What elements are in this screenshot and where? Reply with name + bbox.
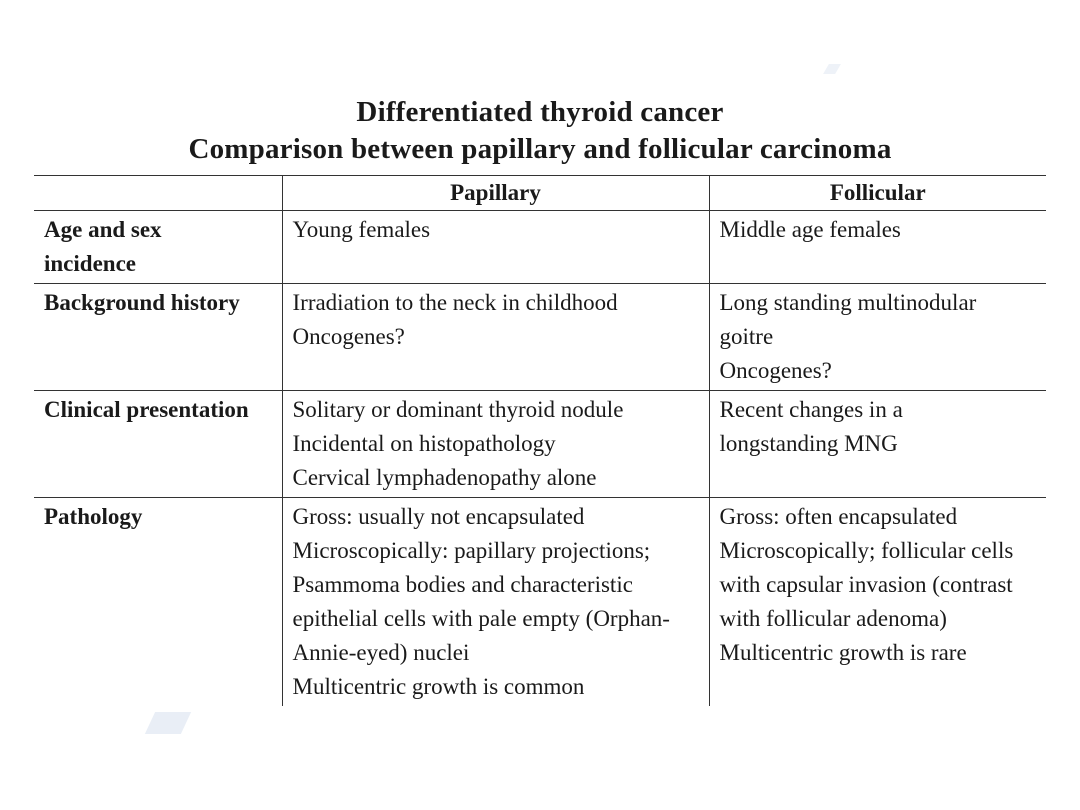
cell-line: with follicular adenoma)	[719, 606, 947, 631]
cell-line: epithelial cells with pale empty (Orphan-	[292, 606, 670, 631]
table-row	[34, 498, 1046, 707]
cell-line: with capsular invasion (contrast	[719, 572, 1013, 597]
header-follicular: Follicular	[709, 176, 1046, 211]
papillary-cell	[282, 284, 709, 391]
cell-line: Annie-eyed) nuclei	[292, 640, 470, 665]
cell-line: Psammoma bodies and characteristic	[292, 572, 633, 597]
cell-line: Pathology	[44, 504, 143, 529]
header-papillary: Papillary	[282, 176, 709, 211]
follicular-cell	[709, 498, 1046, 707]
cell-line: Young females	[292, 217, 431, 242]
cell-line: Long standing multinodular	[719, 290, 977, 315]
header-empty	[34, 176, 282, 211]
table-row	[34, 391, 1046, 498]
cell-line: Gross: usually not encapsulated	[292, 504, 585, 529]
table-row	[34, 211, 1046, 284]
cell-line: Incidental on histopathology	[292, 431, 556, 456]
follicular-cell	[709, 284, 1046, 391]
papillary-cell	[282, 211, 709, 284]
cell-line: Oncogenes?	[719, 358, 832, 383]
papillary-cell	[282, 498, 709, 707]
cell-line: longstanding MNG	[719, 431, 898, 456]
cell-line: Multicentric growth is rare	[719, 640, 967, 665]
row-label	[34, 391, 282, 498]
table-header-row	[34, 176, 1046, 211]
cell-line: Gross: often encapsulated	[719, 504, 958, 529]
cell-line: Oncogenes?	[292, 324, 405, 349]
papillary-cell	[282, 391, 709, 498]
slide-image	[34, 92, 1046, 712]
row-label	[34, 211, 282, 284]
cell-line: Middle age females	[719, 217, 901, 242]
cell-line: Background history	[44, 290, 240, 315]
row-label	[34, 498, 282, 707]
cell-line: Microscopically; follicular cells	[719, 538, 1014, 563]
cell-line: Clinical presentation	[44, 397, 249, 422]
follicular-cell	[709, 211, 1046, 284]
follicular-cell	[709, 391, 1046, 498]
cell-line: Multicentric growth is common	[292, 674, 585, 699]
slide-title: Differentiated thyroid cancer	[356, 96, 724, 128]
cell-line: incidence	[44, 251, 136, 276]
decorative-shape	[823, 64, 841, 74]
cell-line: Irradiation to the neck in childhood	[292, 290, 618, 315]
row-label	[34, 284, 282, 391]
cell-line: goitre	[719, 324, 774, 349]
decorative-shape	[145, 712, 191, 734]
cell-line: Microscopically: papillary projections;	[292, 538, 651, 563]
slide-subtitle: Comparison between papillary and follicular carcinoma	[188, 133, 892, 165]
cell-line: Age and sex	[44, 217, 162, 242]
cell-line: Solitary or dominant thyroid nodule	[292, 397, 624, 422]
table-row	[34, 284, 1046, 391]
comparison-table	[34, 175, 1046, 706]
cell-line: Recent changes in a	[719, 397, 903, 422]
cell-line: Cervical lymphadenopathy alone	[292, 465, 597, 490]
